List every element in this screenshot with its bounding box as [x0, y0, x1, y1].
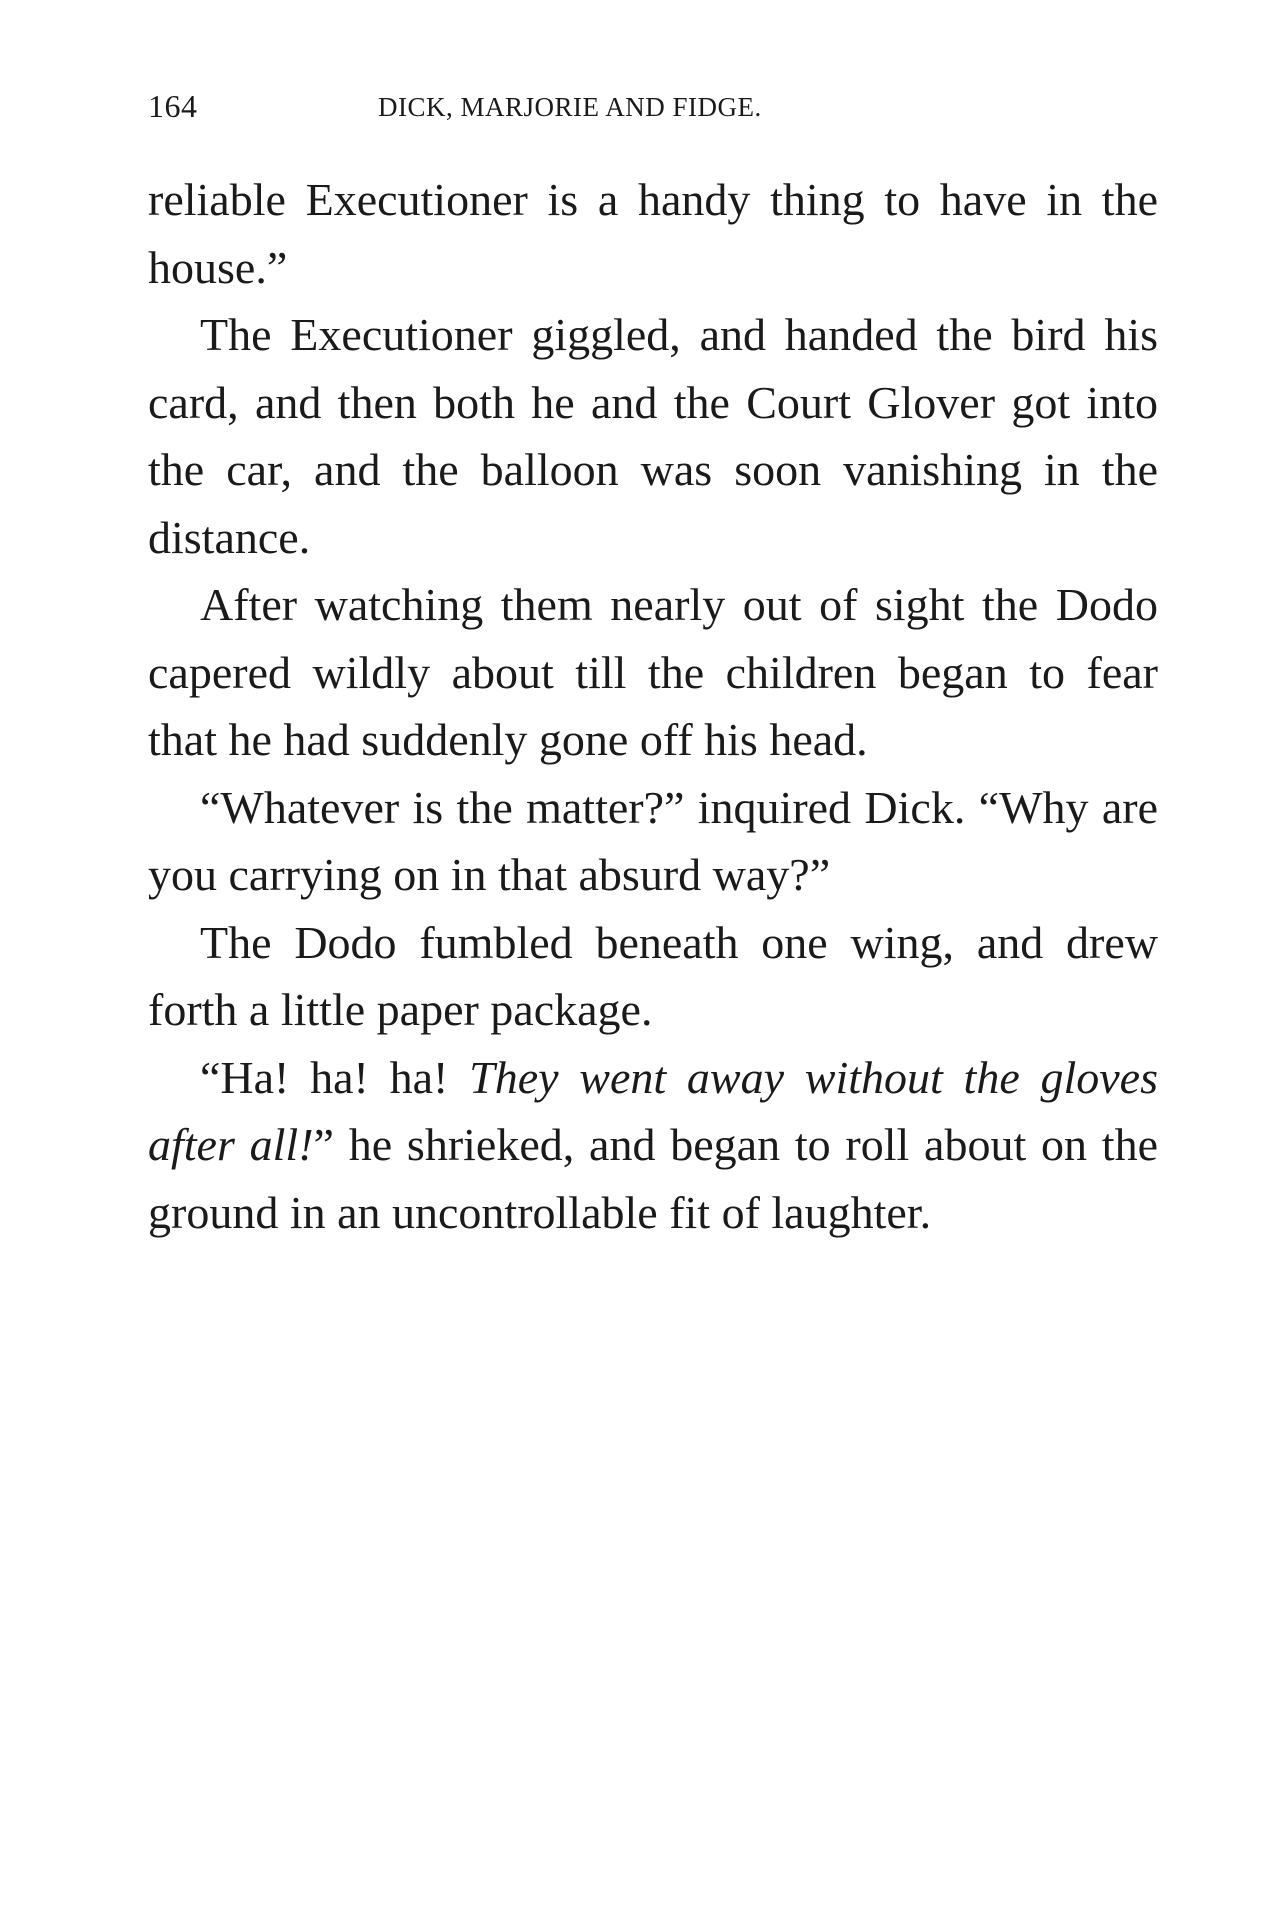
- paragraph-continuation: reliable Executioner is a handy thing to have in the house.”: [148, 174, 1158, 293]
- dialogue-text: ” he shrieked, and began to roll about on the ground in an uncontrollable fit of laughter.: [148, 1119, 1158, 1238]
- body-text: [148, 166, 1158, 1246]
- paragraph: After watching them nearly out of sight the Dodo capered wildly about till the children began to fear that he had suddenly gone off his head.: [148, 579, 1158, 765]
- italic-dialogue-text: They went away without the gloves after all!: [148, 1051, 1158, 1170]
- paragraph-dialogue: “Whatever is the matter?” inquired Dick. “Why are you carrying on in that absurd way?”: [148, 781, 1158, 900]
- running-title: DICK, MARJORIE AND FIDGE.: [378, 92, 762, 122]
- paragraph: The Dodo fumbled beneath one wing, and drew forth a little paper package.: [148, 916, 1158, 1035]
- dialogue-text: “Ha! ha! ha!: [200, 1051, 470, 1103]
- page-number: 164: [148, 88, 198, 124]
- running-head: [148, 88, 1158, 128]
- paragraph-dialogue: [148, 1044, 1158, 1247]
- paragraph: The Executioner giggled, and handed the bird his card, and then both he and the Court Glover got into the car, and the balloon was soon vanishing in the distance.: [148, 309, 1158, 563]
